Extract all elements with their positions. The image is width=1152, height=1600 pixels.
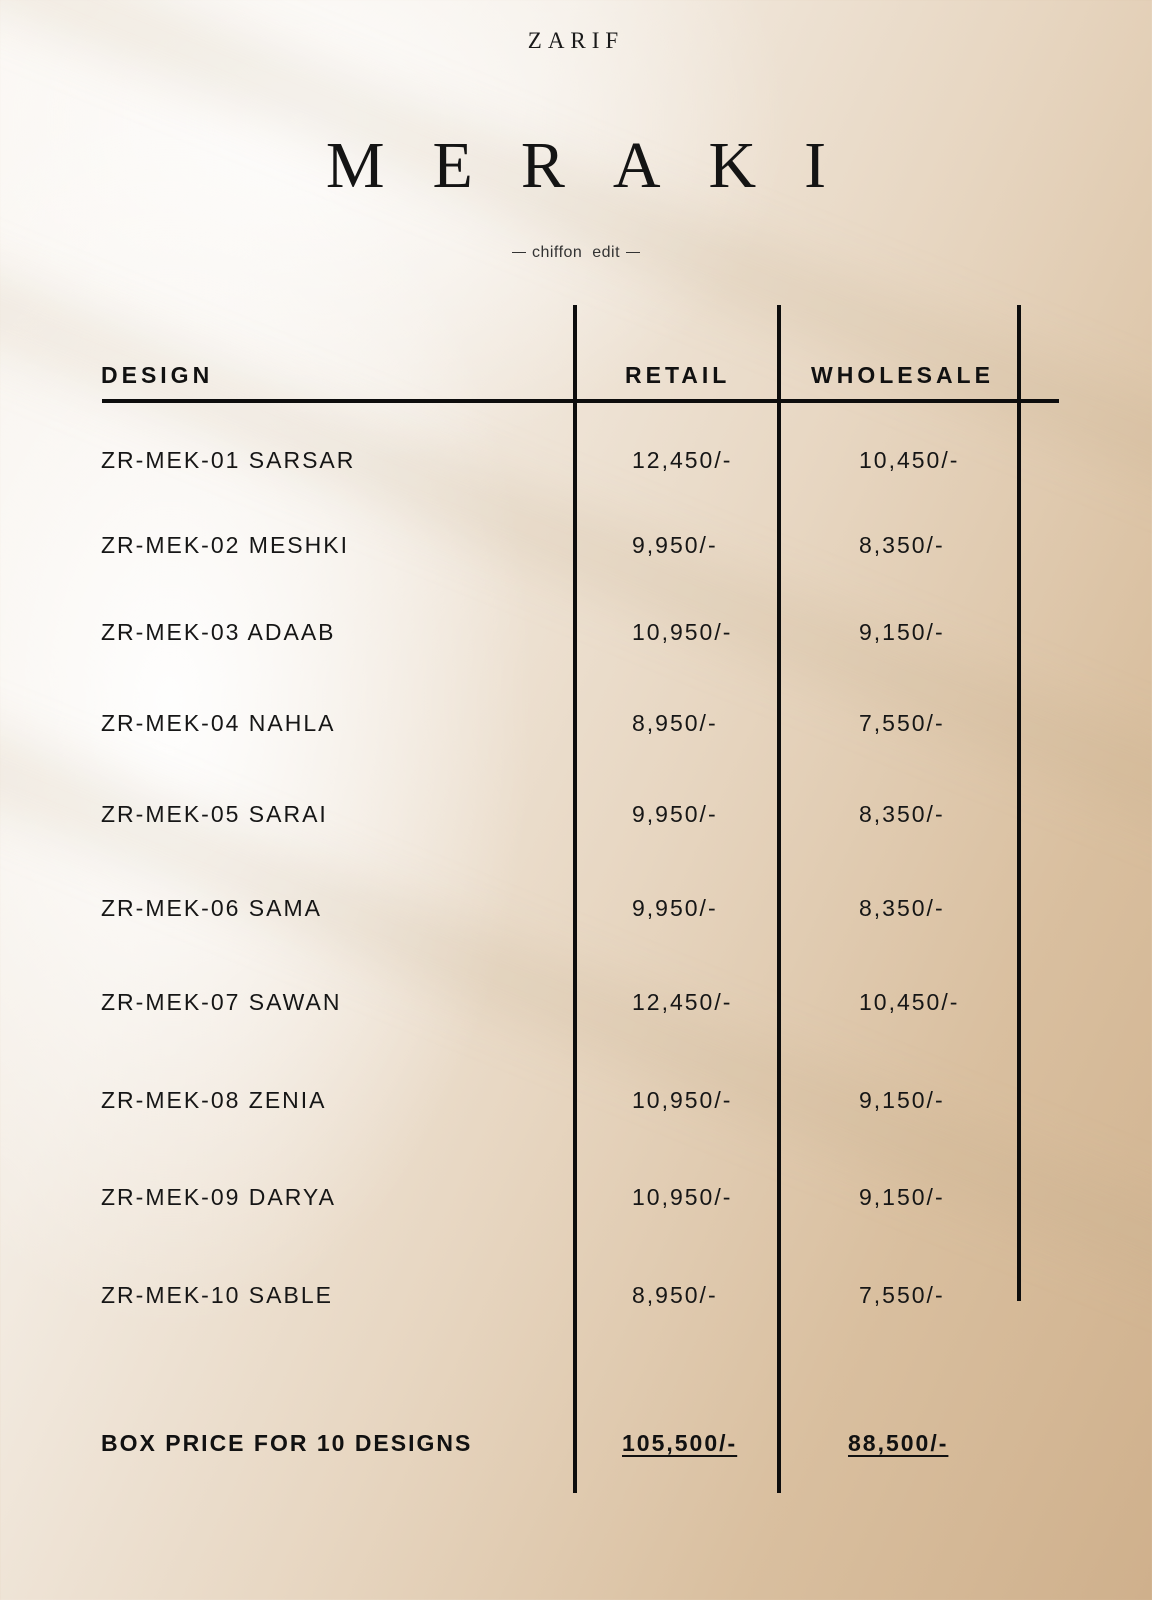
table-row — [0, 447, 1152, 477]
subtitle-dash-left — [512, 252, 526, 253]
subtitle-dash-right — [626, 252, 640, 253]
header-underline — [102, 399, 1059, 403]
table-row — [0, 1282, 1152, 1312]
design-name: ZR-MEK-06 SAMA — [101, 895, 322, 921]
retail-price: 9,950/- — [632, 532, 718, 558]
design-name: ZR-MEK-05 SARAI — [101, 801, 328, 827]
design-name: ZR-MEK-09 DARYA — [101, 1184, 336, 1210]
wholesale-price: 10,450/- — [859, 989, 960, 1015]
table-row — [0, 989, 1152, 1019]
box-price-label: BOX PRICE FOR 10 DESIGNS — [101, 1430, 473, 1456]
header-wholesale: WHOLESALE — [811, 362, 994, 388]
retail-price: 10,950/- — [632, 1184, 733, 1210]
wholesale-price: 7,550/- — [859, 710, 945, 736]
subtitle-text: chiffon edit — [531, 244, 621, 261]
retail-price: 10,950/- — [632, 1087, 733, 1113]
wholesale-price: 8,350/- — [859, 801, 945, 827]
header-design: DESIGN — [101, 362, 214, 388]
table-row — [0, 710, 1152, 740]
collection-subtitle — [0, 244, 1152, 262]
brand-name: ZARIF — [527, 28, 625, 53]
retail-price: 8,950/- — [632, 710, 718, 736]
retail-price: 9,950/- — [632, 801, 718, 827]
wholesale-price: 9,150/- — [859, 1087, 945, 1113]
design-name: ZR-MEK-10 SABLE — [101, 1282, 333, 1308]
wholesale-price: 8,350/- — [859, 895, 945, 921]
table-row — [0, 801, 1152, 831]
design-name: ZR-MEK-03 ADAAB — [101, 619, 336, 645]
retail-price: 9,950/- — [632, 895, 718, 921]
retail-price: 10,950/- — [632, 619, 733, 645]
wholesale-price: 7,550/- — [859, 1282, 945, 1308]
table-row — [0, 619, 1152, 649]
table-row — [0, 895, 1152, 925]
header-retail: RETAIL — [625, 362, 731, 388]
design-name: ZR-MEK-08 ZENIA — [101, 1087, 327, 1113]
design-name: ZR-MEK-01 SARSAR — [101, 447, 356, 473]
wholesale-price: 10,450/- — [859, 447, 960, 473]
box-price-wholesale: 88,500/- — [848, 1430, 949, 1456]
wholesale-price: 9,150/- — [859, 619, 945, 645]
retail-price: 12,450/- — [632, 989, 733, 1015]
table-row — [0, 1087, 1152, 1117]
design-name: ZR-MEK-04 NAHLA — [101, 710, 336, 736]
retail-price: 12,450/- — [632, 447, 733, 473]
design-name: ZR-MEK-07 SAWAN — [101, 989, 342, 1015]
box-price-retail: 105,500/- — [622, 1430, 738, 1456]
table-row — [0, 532, 1152, 562]
retail-price: 8,950/- — [632, 1282, 718, 1308]
collection-title: MERAKI — [325, 129, 875, 202]
design-name: ZR-MEK-02 MESHKI — [101, 532, 349, 558]
table-row — [0, 1184, 1152, 1214]
wholesale-price: 9,150/- — [859, 1184, 945, 1210]
wholesale-price: 8,350/- — [859, 532, 945, 558]
